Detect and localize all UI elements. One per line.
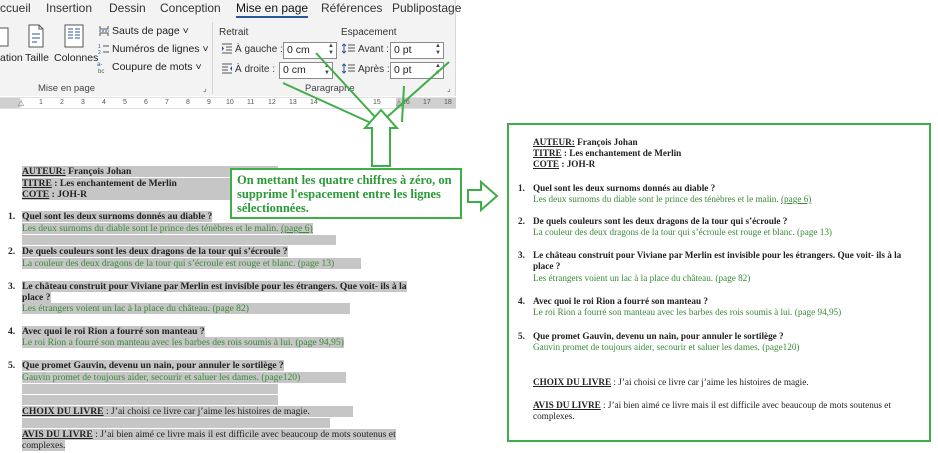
sauts-de-page-button[interactable]: Sauts de page ˅ bbox=[112, 25, 189, 37]
result-box bbox=[507, 123, 931, 442]
ruler-number: 10 bbox=[226, 99, 234, 106]
answer-page: (page 13) bbox=[797, 227, 832, 237]
result-avis bbox=[533, 400, 891, 411]
result-question-3-cont: place ? bbox=[533, 261, 561, 271]
ruler-number: 1 bbox=[39, 99, 43, 106]
result-cote bbox=[533, 159, 595, 170]
answer-sentence: La couleur des deux dragons de la tour qui s’écroule est rouge et blanc. bbox=[533, 227, 795, 237]
avis-label: AVIS DU LIVRE bbox=[533, 400, 601, 410]
question-number: 4. bbox=[8, 326, 16, 337]
indent-left-value: 0 cm bbox=[287, 44, 310, 56]
result-question-3: Le château construit pour Viviane par Merlin est invisible pour les étrangers. Que voit- ils à la bbox=[533, 250, 902, 260]
indent-right-label: À droite : bbox=[235, 64, 276, 75]
svg-text:2: 2 bbox=[98, 50, 101, 55]
callout-text: On mettant les quatre chiffres à zéro, on supprime l'espacement entre les lignes sélectionnées. bbox=[237, 173, 452, 215]
titre-label: TITRE bbox=[533, 148, 562, 158]
choix-label: CHOIX DU LIVRE bbox=[22, 406, 104, 417]
ruler-number: 6 bbox=[144, 99, 148, 106]
result-answer-5 bbox=[533, 342, 800, 353]
result-answer-4 bbox=[533, 307, 841, 318]
question-number: 1. bbox=[8, 211, 16, 222]
up-arrow-icon bbox=[365, 110, 397, 166]
result-question-1: Quel sont les deux surnoms donnés au diable ? bbox=[533, 183, 716, 193]
sauts-de-page-label: Sauts de page bbox=[112, 25, 180, 37]
answer-page: (page 94,95) bbox=[295, 337, 344, 348]
ruler-number: 2 bbox=[60, 99, 64, 106]
avis-label: AVIS DU LIVRE bbox=[22, 429, 93, 440]
tab-conception[interactable]: Conception bbox=[160, 1, 221, 15]
result-question-4: Avec quoi le roi Rion a fourré son manteau ? bbox=[533, 296, 708, 306]
numeros-de-lignes-button[interactable]: Numéros de lignes ˅ bbox=[112, 43, 209, 55]
cote-value: : JOH-R bbox=[49, 189, 88, 200]
paragraphe-dialog-launcher[interactable]: ⌟ bbox=[447, 84, 451, 93]
ruler-number: 13 bbox=[289, 99, 297, 106]
question-number: 3. bbox=[518, 250, 525, 260]
question-text: De quels couleurs sont les deux dragons de la tour qui s’écroule ? bbox=[22, 246, 288, 257]
answer-page: (page 13) bbox=[297, 258, 335, 269]
answer-page: (page 82) bbox=[212, 303, 249, 314]
answer-page: (page 94,95) bbox=[794, 307, 842, 317]
indent-right-spinner-icon[interactable]: ▲ ▼ bbox=[324, 63, 330, 76]
tab-dessin[interactable]: Dessin bbox=[109, 1, 146, 15]
svg-text:a-: a- bbox=[97, 62, 103, 68]
space-after-value: 0 pt bbox=[394, 64, 412, 76]
cote-label: COTE bbox=[533, 159, 560, 169]
titre-value: : Les enchantement de Merlin bbox=[561, 148, 682, 158]
avis-value: : J’ai bien aimé ce livre mais il est difficile avec beaucoup de mots soutenus et bbox=[92, 429, 396, 440]
orientation-button-label[interactable]: ation bbox=[0, 52, 23, 64]
indent-left-spinner-icon[interactable]: ▲ ▼ bbox=[328, 43, 334, 56]
result-avis-2: complexes. bbox=[533, 411, 575, 421]
auteur-value: François Johan bbox=[65, 166, 132, 177]
question-number: 5. bbox=[8, 360, 16, 371]
question-text: Que promet Gauvin, devenu un nain, pour annuler le sortilège ? bbox=[22, 360, 284, 371]
coupure-de-mots-button[interactable]: Coupure de mots ˅ bbox=[112, 61, 202, 73]
cote-label: COTE bbox=[22, 189, 50, 200]
ruler-number: 9 bbox=[207, 99, 211, 106]
answer-page: (page120) bbox=[261, 372, 301, 383]
answer-page: (page120) bbox=[762, 342, 800, 352]
space-after-spinner-icon[interactable]: ▲ ▼ bbox=[435, 63, 441, 76]
taille-button[interactable]: Taille bbox=[25, 52, 49, 64]
question-number: 4. bbox=[518, 296, 525, 306]
answer-sentence: La couleur des deux dragons de la tour qui s’écroule est rouge et blanc. bbox=[22, 258, 296, 269]
avis-value: : J’ai bien aimé ce livre mais il est difficile avec beaucoup de mots soutenus et bbox=[600, 400, 891, 410]
result-answer-2 bbox=[533, 227, 832, 238]
svg-text:bc: bc bbox=[98, 69, 105, 74]
question-number: 1. bbox=[518, 183, 525, 193]
answer-sentence: Le roi Rion a fourré son manteau avec les barbes des rois soumis à lui. bbox=[22, 337, 293, 348]
space-after-label: Après : bbox=[358, 64, 390, 75]
answer-sentence: Les deux surnoms du diable sont le prince des ténèbres et le malin. bbox=[22, 223, 279, 234]
ruler-number: 7 bbox=[165, 99, 169, 106]
coupure-de-mots-label: Coupure de mots bbox=[112, 61, 193, 73]
answer-sentence: Les étrangers voient un lac à la place du château. bbox=[22, 303, 211, 314]
auteur-value: François Johan bbox=[574, 137, 638, 147]
pointer-lines bbox=[316, 53, 449, 118]
space-before-value: 0 pt bbox=[394, 44, 412, 56]
result-titre bbox=[533, 148, 681, 159]
avis-value-2: complexes. bbox=[22, 440, 66, 451]
choix-label: CHOIX DU LIVRE bbox=[533, 377, 612, 387]
result-question-5: Que promet Gauvin, devenu un nain, pour annuler le sortilège ? bbox=[533, 331, 784, 341]
question-text-cont: place ? bbox=[22, 292, 51, 303]
question-text: Le château construit pour Viviane par Merlin est invisible pour les étrangers. Que voit- ils à la bbox=[22, 281, 407, 292]
ruler-number: 12 bbox=[268, 99, 276, 106]
ruler-number: 18 bbox=[444, 99, 452, 106]
answer-page: (page 82) bbox=[715, 273, 751, 283]
answer-page: (page 6) bbox=[781, 194, 812, 204]
tab-references[interactable]: Références bbox=[321, 1, 383, 15]
ruler-number: 15 bbox=[373, 99, 381, 106]
ruler-number: 11 bbox=[247, 99, 255, 106]
paragraphe-group-label: Paragraphe bbox=[305, 83, 355, 94]
auteur-label: AUTEUR: bbox=[533, 137, 575, 147]
tab-accueil[interactable]: ccueil bbox=[0, 1, 31, 15]
answer-sentence: Gauvin promet de toujours aider, secourir et saluer les dames. bbox=[533, 342, 760, 352]
ruler-number: 14 bbox=[310, 99, 318, 106]
indent-left-label: À gauche : bbox=[235, 44, 283, 55]
result-answer-3 bbox=[533, 273, 750, 284]
choix-value: : J’ai choisi ce livre car j’aime les histoires de magie. bbox=[103, 406, 310, 417]
ruler-number: 16 bbox=[402, 99, 410, 106]
indent-right-value: 0 cm bbox=[283, 64, 306, 76]
mise-en-page-dialog-launcher[interactable]: ⌟ bbox=[203, 84, 207, 93]
tab-mise-en-page[interactable]: Mise en page bbox=[236, 1, 309, 15]
ruler-number: 8 bbox=[186, 99, 190, 106]
space-before-label: Avant : bbox=[358, 44, 389, 55]
titre-label: TITRE bbox=[22, 178, 52, 189]
ruler-number: 5 bbox=[123, 99, 127, 106]
numeros-de-lignes-label: Numéros de lignes bbox=[112, 43, 200, 55]
cote-value: : JOH-R bbox=[559, 159, 596, 169]
result-question-2: De quels couleurs sont les deux dragons de la tour qui s’écroule ? bbox=[533, 216, 788, 226]
ruler-number: 17 bbox=[423, 99, 431, 106]
espacement-label: Espacement bbox=[341, 27, 397, 38]
colonnes-button[interactable]: Colonnes bbox=[54, 52, 99, 64]
retrait-label: Retrait bbox=[219, 27, 249, 38]
question-number: 3. bbox=[8, 281, 16, 292]
mise-en-page-group-label: Mise en page bbox=[38, 83, 96, 94]
tab-publipostage[interactable]: Publipostage bbox=[392, 1, 462, 15]
titre-value: : Les enchantement de Merlin bbox=[51, 178, 177, 189]
ruler-number: 3 bbox=[81, 99, 85, 106]
right-indent-marker-icon[interactable]: ⏃ bbox=[395, 99, 403, 108]
question-text: Quel sont les deux surnoms donnés au diable ? bbox=[22, 211, 213, 222]
question-number: 2. bbox=[8, 246, 16, 257]
answer-sentence: Le roi Rion a fourré son manteau avec les barbes des rois soumis à lui. bbox=[533, 307, 793, 317]
left-indent-marker-icon[interactable]: ⏃ bbox=[17, 99, 25, 108]
choix-value: : J’ai choisi ce livre car j’aime les histoires de magie. bbox=[611, 377, 809, 387]
svg-text:1: 1 bbox=[98, 44, 101, 50]
answer-sentence: Les étrangers voient un lac à la place du château. bbox=[533, 273, 714, 283]
result-choix bbox=[533, 377, 809, 388]
question-text: Avec quoi le roi Rion a fourré son manteau ? bbox=[22, 326, 205, 337]
result-answer-1 bbox=[533, 194, 811, 205]
answer-sentence: Les deux surnoms du diable sont le prince des ténèbres et le malin. bbox=[533, 194, 779, 204]
ruler-number: 4 bbox=[102, 99, 106, 106]
tab-insertion[interactable]: Insertion bbox=[46, 1, 93, 15]
question-number: 2. bbox=[518, 216, 525, 226]
auteur-label: AUTEUR: bbox=[22, 166, 66, 177]
question-number: 5. bbox=[518, 331, 525, 341]
answer-sentence: Gauvin promet de toujours aider, secourir et saluer les dames. bbox=[22, 372, 259, 383]
right-arrow-icon bbox=[468, 182, 497, 210]
answer-page: (page 6) bbox=[280, 223, 313, 234]
result-auteur bbox=[533, 137, 638, 148]
space-before-spinner-icon[interactable]: ▲ ▼ bbox=[435, 43, 441, 56]
